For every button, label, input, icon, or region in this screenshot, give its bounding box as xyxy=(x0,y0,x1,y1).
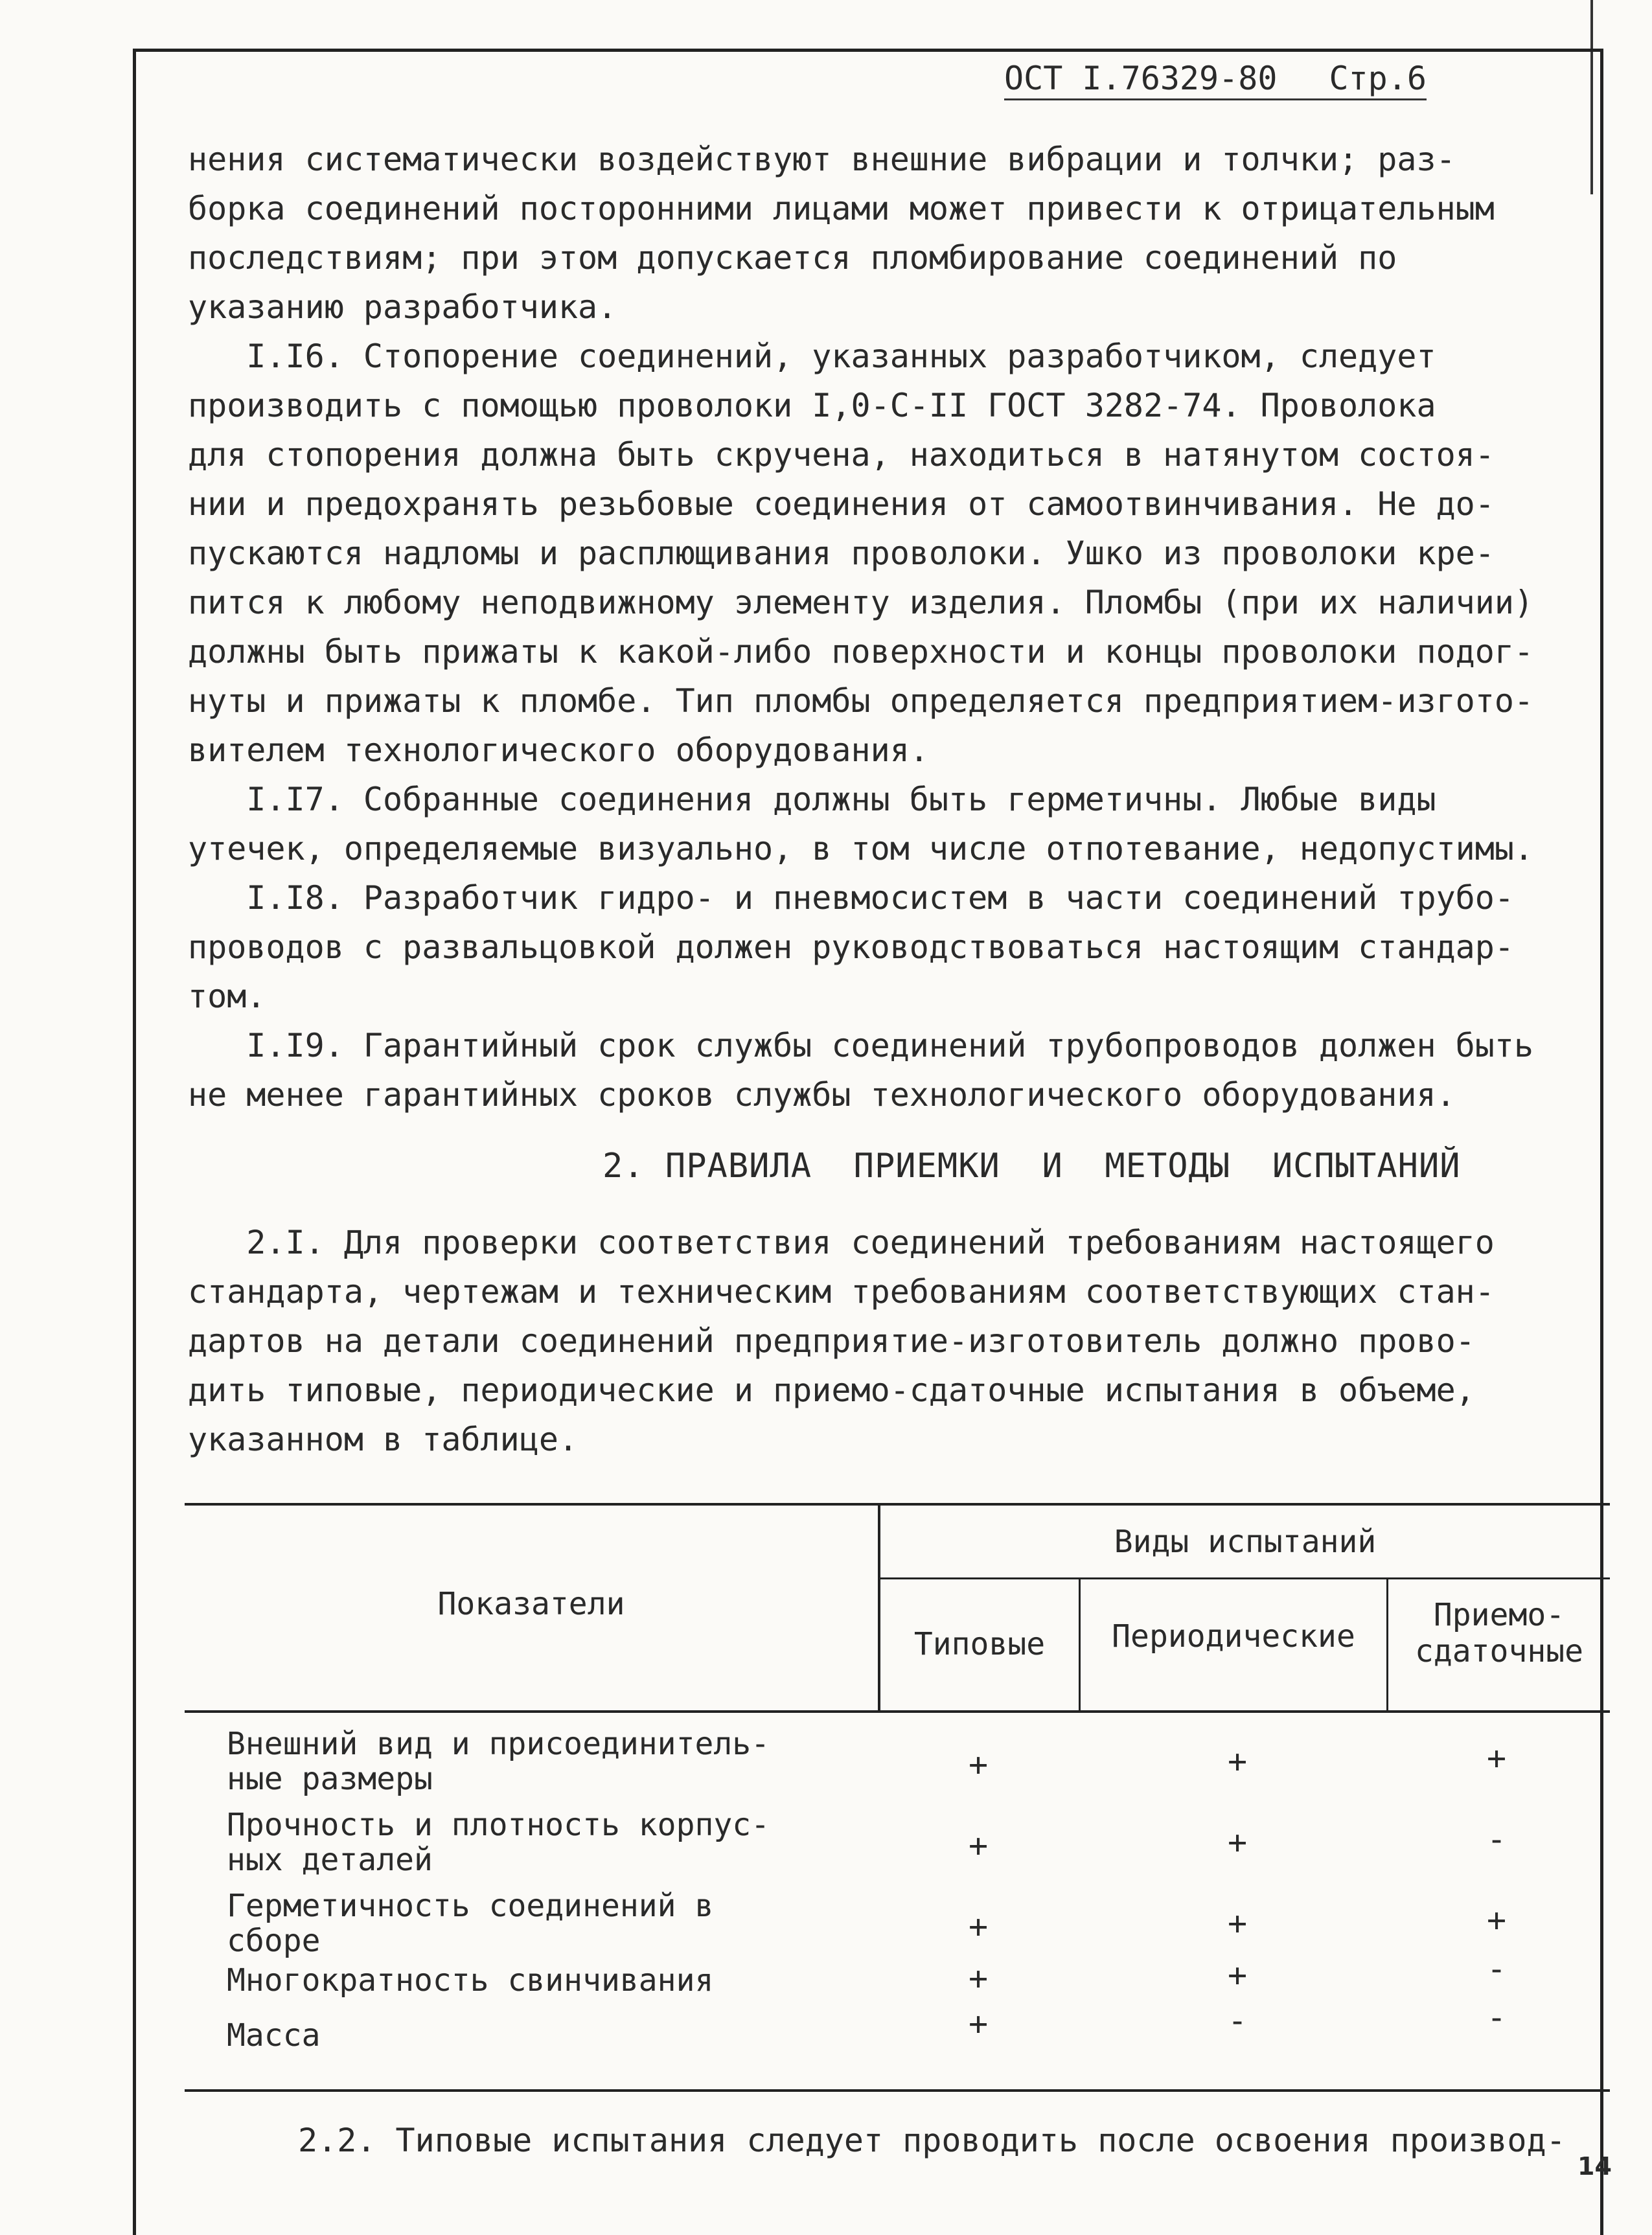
text-line: вителем технологического оборудования. xyxy=(188,731,929,769)
text-line: дартов на детали соединений предприятие-изготовитель должно прово- xyxy=(188,1322,1475,1360)
text-line: нуты и прижаты к пломбе. Тип пломбы определяется предприятием-изгото- xyxy=(188,682,1534,720)
text-line: пится к любому неподвижному элементу изделия. Пломбы (при их наличии) xyxy=(188,584,1534,621)
mark-typical: + xyxy=(968,1827,989,1864)
section-title: 2. ПРАВИЛА ПРИЕМКИ И МЕТОДЫ ИСПЫТАНИЙ xyxy=(602,1147,1461,1186)
text-line: I.I6. Стопорение соединений, указанных разработчиком, следует xyxy=(188,338,1436,375)
row-label: Масса xyxy=(227,2017,321,2054)
mark-acceptance: + xyxy=(1486,1739,1507,1777)
text-line: указанном в таблице. xyxy=(188,1421,579,1458)
mark-periodic: - xyxy=(1227,2002,1248,2039)
mark-typical: + xyxy=(968,1746,989,1783)
table-group-divider xyxy=(880,1577,1610,1579)
page-number: 14 xyxy=(1577,2152,1612,2181)
text-line: должны быть прижаты к какой-либо поверхности и концы проволоки подог- xyxy=(188,633,1534,670)
mark-typical: + xyxy=(968,1960,989,1997)
mark-typical: + xyxy=(968,2005,989,2043)
text-line: производить с помощью проволоки I,0-C-II ГОСТ 3282-74. Проволока xyxy=(188,387,1436,424)
text-line: стандарта, чертежам и техническим требованиям соответствующих стан- xyxy=(188,1273,1495,1311)
mark-typical: + xyxy=(968,1908,989,1945)
main-text xyxy=(188,135,1581,1119)
table-bottom-border xyxy=(185,2089,1610,2092)
document-code: ОСТ I.76329-80 xyxy=(1004,60,1278,97)
header-periodic: Периодические xyxy=(1112,1618,1355,1655)
header-test-types: Виды испытаний xyxy=(1114,1524,1377,1560)
row-label: Многократность свинчивания xyxy=(227,1962,714,1999)
row-label: Внешний вид и присоединитель- ные размеры xyxy=(227,1726,770,1797)
document-header xyxy=(1004,60,1427,100)
header-acceptance-line-1: Приемо- xyxy=(1433,1597,1565,1633)
header-acceptance xyxy=(1388,1597,1610,1669)
mark-periodic: + xyxy=(1227,1905,1248,1942)
mark-acceptance: - xyxy=(1486,1820,1507,1858)
table-top-border xyxy=(185,1503,1610,1506)
paragraph-2-1 xyxy=(188,1218,1581,1464)
text-line: пускаются надломы и расплющивания проволоки. Ушко из проволоки кре- xyxy=(188,534,1495,572)
header-indicators: Показатели xyxy=(437,1586,625,1622)
text-line: проводов с развальцовкой должен руководствоваться настоящим стандар- xyxy=(188,928,1514,966)
text-line: для стопорения должна быть скручена, находиться в натянутом состоя- xyxy=(188,436,1495,474)
row-label: Прочность и плотность корпус- ных деталей xyxy=(227,1807,770,1878)
text-line: борка соединений посторонними лицами может привести к отрицательным xyxy=(188,190,1495,227)
mark-acceptance: + xyxy=(1486,1901,1507,1939)
mark-acceptance: - xyxy=(1486,1950,1507,1988)
text-line: не менее гарантийных сроков службы технологического оборудования. xyxy=(188,1076,1456,1114)
table-header-border xyxy=(185,1710,1610,1713)
tests-table xyxy=(185,1503,1610,2092)
text-line: утечек, определяемые визуально, в том числе отпотевание, недопустимы. xyxy=(188,830,1534,867)
text-line: нии и предохранять резьбовые соединения от самоотвинчивания. Не до- xyxy=(188,485,1495,523)
text-line: нения систематически воздействуют внешние вибрации и толчки; раз- xyxy=(188,141,1456,178)
text-line: дить типовые, периодические и приемо-сдаточные испытания в объеме, xyxy=(188,1371,1475,1409)
mark-acceptance: - xyxy=(1486,1999,1507,2036)
text-line: I.I9. Гарантийный срок службы соединений трубопроводов должен быть xyxy=(188,1027,1534,1064)
header-acceptance-line-2: сдаточные xyxy=(1414,1633,1584,1669)
header-typical: Типовые xyxy=(913,1626,1046,1662)
text-line: том. xyxy=(188,978,266,1015)
mark-periodic: + xyxy=(1227,1743,1248,1780)
page-label: Стр.6 xyxy=(1329,60,1427,97)
row-label: Герметичность соединений в сборе xyxy=(227,1888,714,1959)
footer-text: 2.2. Типовые испытания следует проводить после освоения производ- xyxy=(298,2122,1566,2159)
text-line: I.I7. Собранные соединения должны быть герметичны. Любые виды xyxy=(188,781,1436,818)
text-line: I.I8. Разработчик гидро- и пневмосистем в части соединений трубо- xyxy=(188,879,1514,917)
mark-periodic: + xyxy=(1227,1824,1248,1861)
text-line: 2.I. Для проверки соответствия соединений требованиям настоящего xyxy=(188,1224,1495,1261)
text-line: последствиям; при этом допускается пломбирование соединений по xyxy=(188,239,1397,277)
mark-periodic: + xyxy=(1227,1956,1248,1994)
text-line: указанию разработчика. xyxy=(188,288,617,326)
